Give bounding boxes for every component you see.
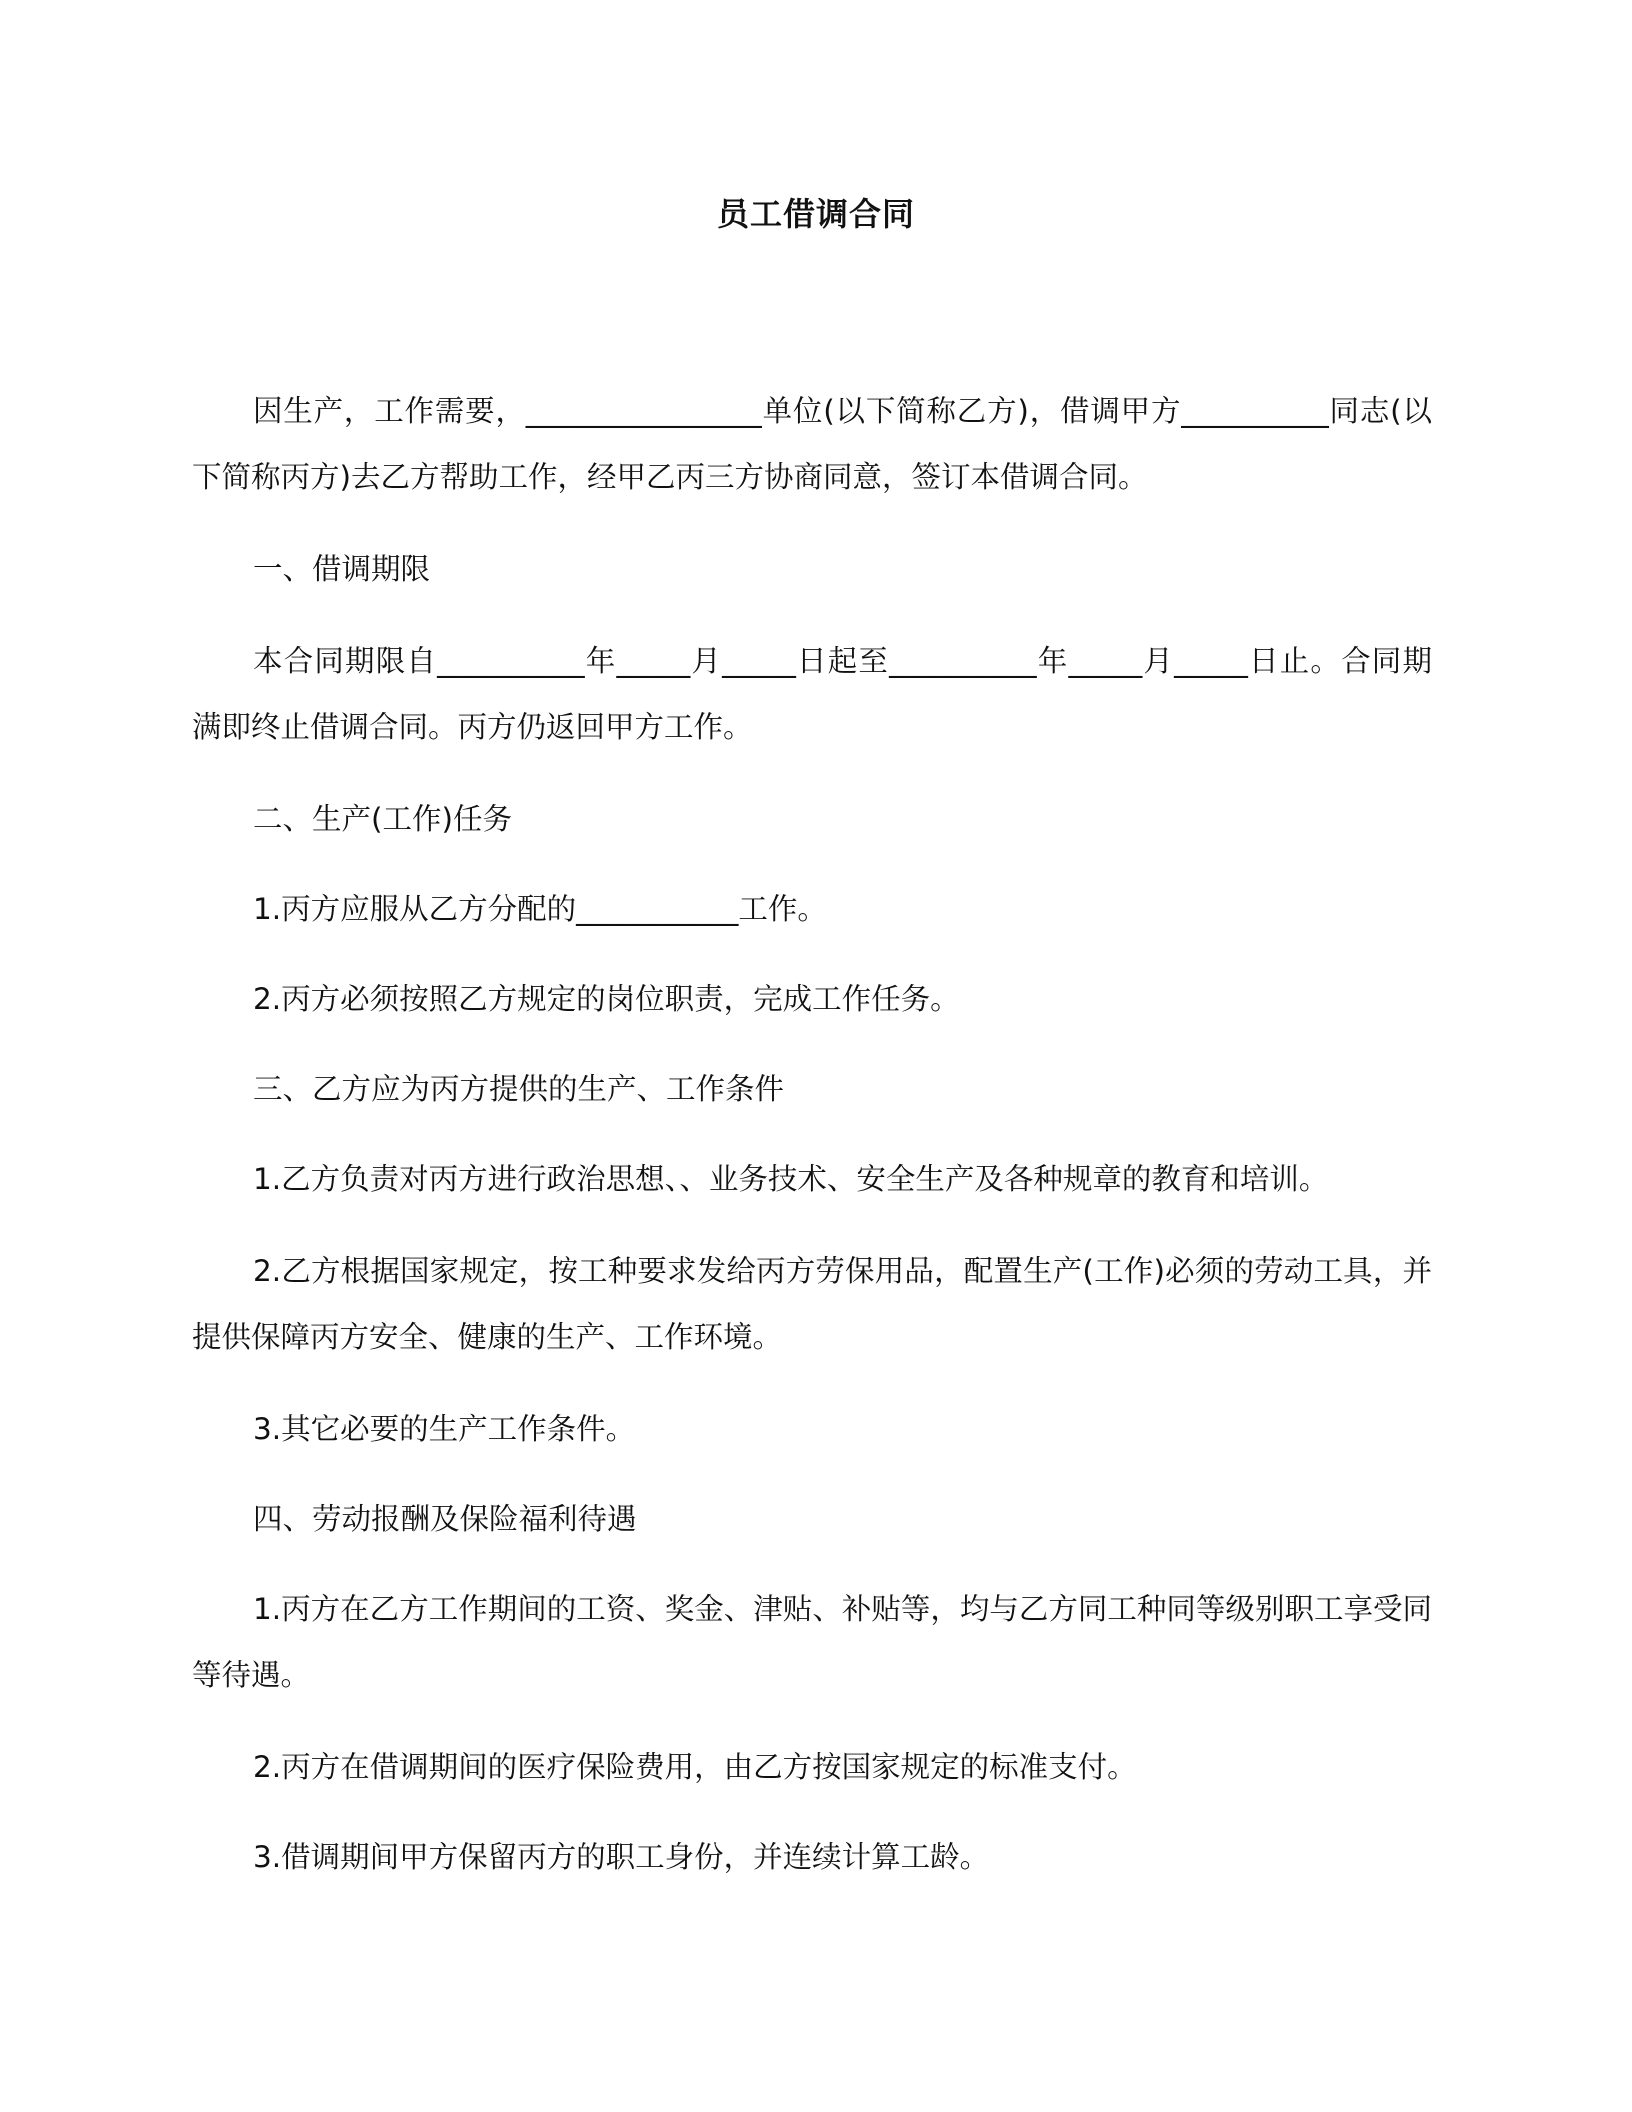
paragraph-task-1: 1.丙方应服从乙方分配的___________工作。	[253, 892, 827, 926]
paragraph-term: 本合同期限自__________年_____月_____日起至__________年_____月_____日止。合同期满即终止借调合同。丙方仍返回甲方工作。	[192, 644, 1432, 744]
paragraph-pay-2: 2.丙方在借调期间的医疗保险费用，由乙方按国家规定的标准支付。	[253, 1750, 1137, 1784]
paragraph-pay-3: 3.借调期间甲方保留丙方的职工身份，并连续计算工龄。	[253, 1840, 990, 1874]
paragraph-condition-2: 2.乙方根据国家规定，按工种要求发给丙方劳保用品，配置生产(工作)必须的劳动工具，并提供保障丙方安全、健康的生产、工作环境。	[192, 1254, 1432, 1354]
paragraph-condition-1: 1.乙方负责对丙方进行政治思想、、业务技术、安全生产及各种规章的教育和培训。	[253, 1162, 1329, 1196]
paragraph-condition-3: 3.其它必要的生产工作条件。	[253, 1412, 636, 1446]
document-title: 员工借调合同	[716, 195, 915, 233]
paragraph-intro: 因生产，工作需要，________________单位(以下简称乙方)，借调甲方__________同志(以下简称丙方)去乙方帮助工作，经甲乙丙三方协商同意，签订本借调合同。	[192, 394, 1432, 494]
heading-section-1: 一、借调期限	[253, 552, 431, 586]
heading-section-3: 三、乙方应为丙方提供的生产、工作条件	[253, 1072, 785, 1106]
heading-section-4: 四、劳动报酬及保险福利待遇	[253, 1502, 637, 1536]
paragraph-pay-1: 1.丙方在乙方工作期间的工资、奖金、津贴、补贴等，均与乙方同工种同等级别职工享受同等待遇。	[192, 1592, 1432, 1692]
document-body	[192, 378, 1432, 1890]
paragraph-task-2: 2.丙方必须按照乙方规定的岗位职责，完成工作任务。	[253, 982, 960, 1016]
heading-section-2: 二、生产(工作)任务	[253, 802, 513, 836]
